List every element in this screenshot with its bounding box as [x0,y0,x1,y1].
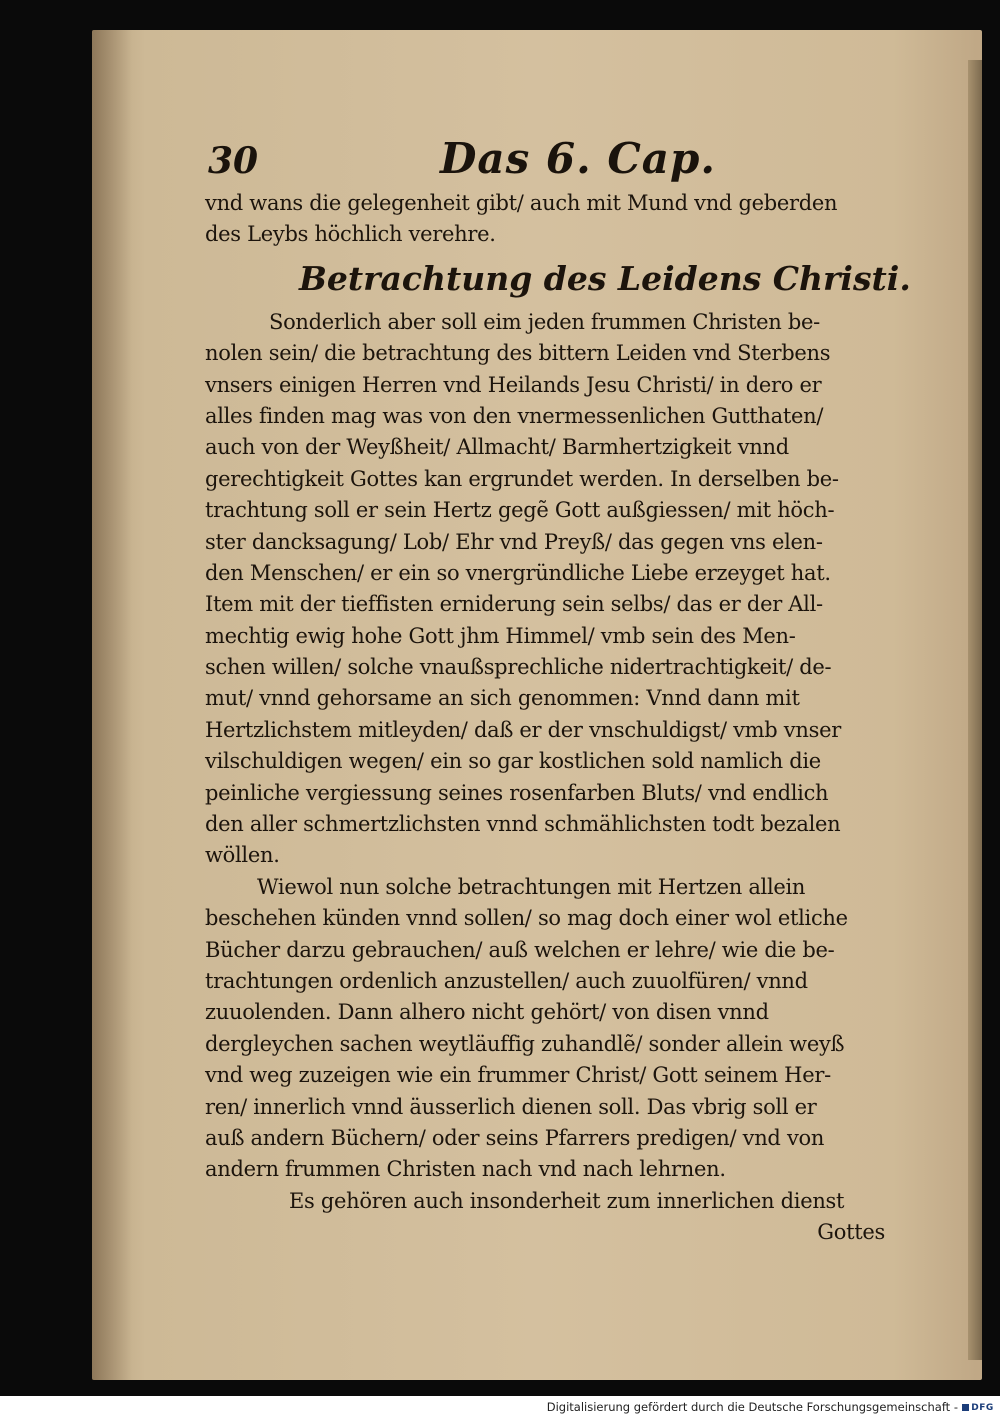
text-line: nolen sein/ die betrachtung des bittern Leiden vnd Sterbens [205,341,831,366]
paragraph-1 [205,307,885,872]
paragraph-2 [205,872,885,1186]
page-number: 30 [208,140,259,182]
dfg-logo-text: DFG [971,1402,994,1413]
dfg-logo [962,1400,994,1415]
text-line: vnsers einigen Herren vnd Heilands Jesu Christi/ in dero er [205,372,822,397]
text-line: den Menschen/ er ein so vnergründliche Liebe erzeyget hat. [205,560,831,585]
text-line: vnd weg zuzeigen wie ein frummer Christ/ Gott seinem Her- [205,1063,831,1088]
page-edge [968,60,982,1360]
text-line: Wiewol nun solche betrachtungen mit Hertzen allein [257,874,806,899]
page-text [205,188,911,1249]
text-line: trachtung soll er sein Hertz gegẽ Gott außgiessen/ mit höch- [205,498,835,523]
footer-bar [0,1396,1000,1420]
text-line: des Leybs höchlich verehre. [205,222,496,247]
text-line: den aller schmertzlichsten vnnd schmählichsten todt bezalen [205,812,841,837]
page-header [208,128,898,188]
text-line: Item mit der tieffisten erniderung sein selbs/ das er der All- [205,592,823,617]
spine-shadow [92,30,132,1380]
text-line: trachtungen ordenlich anzustellen/ auch zuuolfüren/ vnnd [205,968,808,993]
text-line: Sonderlich aber soll eim jeden frummen Christen be- [269,309,820,334]
text-line: zuuolenden. Dann alhero nicht gehört/ von disen vnnd [205,1000,769,1025]
text-line: Bücher darzu gebrauchen/ auß welchen er lehre/ wie die be- [205,937,835,962]
text-line: beschehen künden vnnd sollen/ so mag doch einer wol etliche [205,906,848,931]
paragraph-3 [205,1186,885,1217]
catchword: Gottes [817,1220,885,1245]
text-line: ster dancksagung/ Lob/ Ehr vnd Preyß/ das gegen vns elen- [205,529,823,554]
text-line: schen willen/ solche vnaußsprechliche nidertrachtigkeit/ de- [205,655,832,680]
text-line: ren/ innerlich vnnd äusserlich dienen soll. Das vbrig soll er [205,1094,817,1119]
section-heading: Betrachtung des Leidens Christi. [299,258,911,298]
text-line: andern frummen Christen nach vnd nach lehrnen. [205,1157,726,1182]
running-title: Das 6. Cap. [440,134,717,183]
text-line: mut/ vnnd gehorsame an sich genommen: Vnnd dann mit [205,686,800,711]
text-line: alles finden mag was von den vnermessenlichen Gutthaten/ [205,403,824,428]
funding-credit: Digitalisierung gefördert durch die Deutsche Forschungsgemeinschaft - [546,1400,958,1414]
text-line: vnd wans die gelegenheit gibt/ auch mit Mund vnd geberden [205,191,838,215]
text-line: wöllen. [205,843,280,868]
text-line: vilschuldigen wegen/ ein so gar kostlichen sold namlich die [205,749,821,774]
text-line: Es gehören auch insonderheit zum innerlichen dienst [289,1188,845,1213]
text-line: auch von der Weyßheit/ Allmacht/ Barmhertzigkeit vnnd [205,435,789,460]
text-line: gerechtigkeit Gottes kan ergrundet werden. In derselben be- [205,466,839,491]
text-line: peinliche vergiessung seines rosenfarben Bluts/ vnd endlich [205,780,829,805]
text-line: auß andern Büchern/ oder seins Pfarrers predigen/ vnd von [205,1125,825,1150]
text-line: mechtig ewig hohe Gott jhm Himmel/ vmb sein des Men- [205,623,796,648]
text-line: dergleychen sachen weytläuffig zuhandlẽ/ sonder allein weyß [205,1031,845,1056]
text-line: Hertzlichstem mitleyden/ daß er der vnschuldigst/ vmb vnser [205,717,841,742]
dfg-logo-mark [962,1404,969,1411]
